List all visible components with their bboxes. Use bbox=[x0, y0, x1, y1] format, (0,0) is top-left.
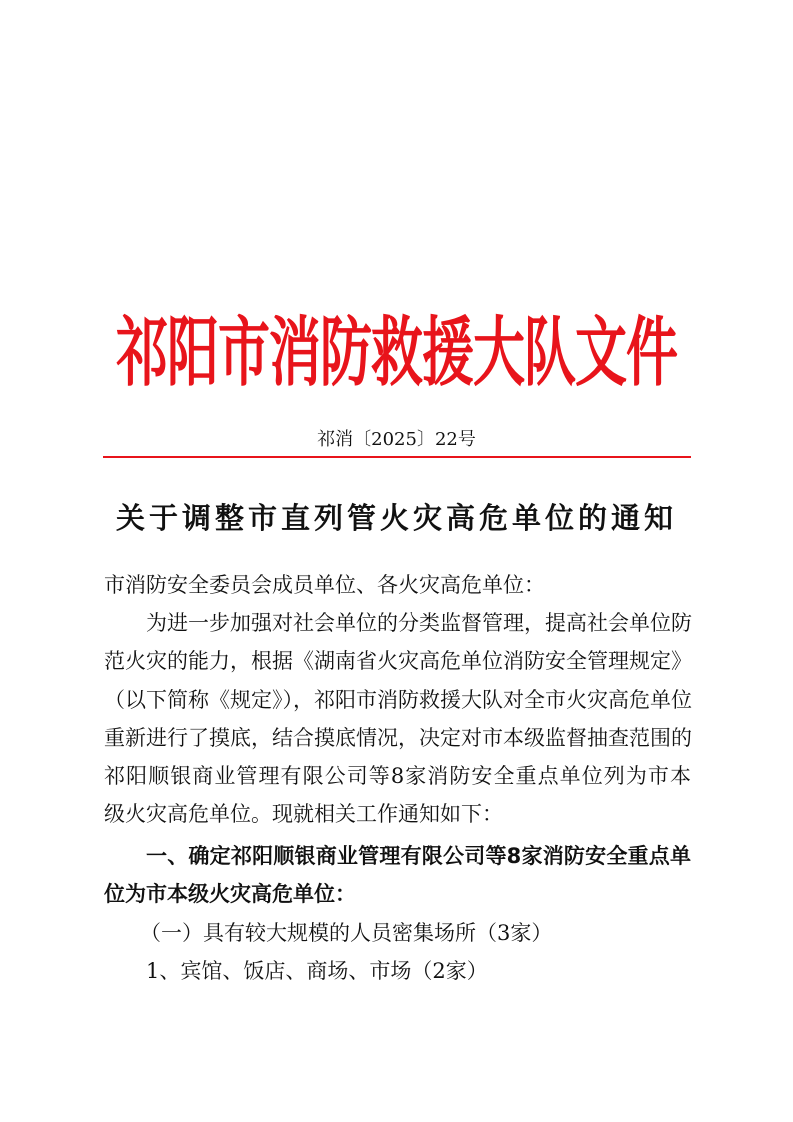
paragraph-line: 为进一步加强对社会单位的分类监督管理，提高社会单位防 bbox=[146, 611, 692, 636]
salutation: 市消防安全委员会成员单位、各火灾高危单位： bbox=[104, 573, 545, 597]
paragraph-line: 重新进行了摸底，结合摸底情况，决定对市本级监督抽查范围的 bbox=[104, 725, 692, 750]
section-heading-line: 一、确定祁阳顺银商业管理有限公司等8家消防安全重点单 bbox=[146, 844, 691, 869]
paragraph-line: 范火灾的能力，根据《湖南省火灾高危单位消防安全管理规定》 bbox=[104, 649, 692, 674]
red-divider bbox=[103, 456, 691, 458]
issuing-org-header: 祁阳市消防救援大队文件 bbox=[115, 309, 677, 398]
paragraph-line: （以下简称《规定》），祁阳市消防救援大队对全市火灾高危单位 bbox=[104, 687, 692, 712]
paragraph-line: 祁阳顺银商业管理有限公司等8家消防安全重点单位列为市本 bbox=[104, 763, 691, 788]
section-heading-line: 位为市本级火灾高危单位： bbox=[104, 882, 356, 907]
list-item: 1、宾馆、饭店、商场、市场（2家） bbox=[146, 958, 488, 983]
subsection-heading: （一）具有较大规模的人员密集场所（3家） bbox=[140, 920, 553, 945]
document-number: 祁消〔2025〕22号 bbox=[317, 429, 476, 450]
document-title: 关于调整市直列管火灾高危单位的通知 bbox=[115, 501, 677, 535]
paragraph-line: 级火灾高危单位。现就相关工作通知如下： bbox=[104, 802, 503, 827]
document-body bbox=[104, 570, 691, 994]
